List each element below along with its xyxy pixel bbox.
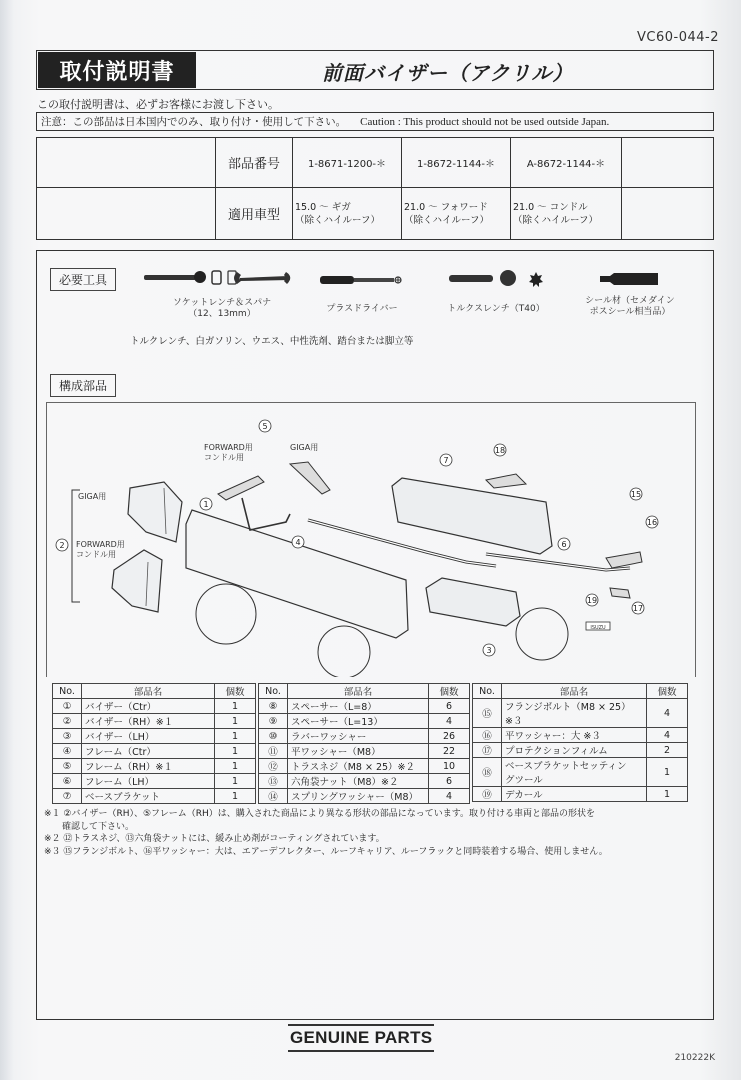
table-row xyxy=(259,744,470,759)
model-3 xyxy=(511,188,622,240)
svg-text:4: 4 xyxy=(295,538,301,547)
socket-wrench-spanner-icon xyxy=(140,266,300,290)
exploded-parts-diagram xyxy=(46,402,696,677)
table-row xyxy=(53,699,256,714)
model-1 xyxy=(293,188,402,240)
part-qty: 1 xyxy=(647,787,688,802)
part-no: ⑰ xyxy=(473,743,502,758)
part-qty: 4 xyxy=(647,699,688,728)
svg-text:15: 15 xyxy=(630,490,642,499)
col-no-header: No. xyxy=(473,684,502,699)
svg-text:18: 18 xyxy=(494,446,506,455)
model-1-name: 15.0 〜 ギガ xyxy=(295,201,351,213)
part-name xyxy=(502,758,647,787)
title-badge: 取付説明書 xyxy=(38,52,196,88)
part-no: ① xyxy=(53,699,82,714)
part-qty: 26 xyxy=(429,729,470,744)
label-forward-condor-frame: FORWARD用 xyxy=(204,443,253,452)
footnote-3: ※３ ⑮フランジボルト、⑯平ワッシャー：大は、エアーデフレクター、ルーフキャリア、ルーフラックと同時装着する場合、使用しません。 xyxy=(44,846,608,857)
tools-note: トルクレンチ、白ガソリン、ウエス、中性洗剤、踏台または脚立等 xyxy=(130,336,414,347)
svg-text:2: 2 xyxy=(59,541,65,550)
table-row xyxy=(473,758,688,787)
part-name: バイザー（Ctr） xyxy=(82,699,215,714)
tool-1-label xyxy=(152,298,292,320)
svg-text:7: 7 xyxy=(443,456,449,465)
model-3-name: 21.0 〜 コンドル xyxy=(513,201,588,213)
table-row xyxy=(259,759,470,774)
part-number-2: 1-8672-1144-＊ xyxy=(402,138,511,188)
table-row xyxy=(259,729,470,744)
genuine-parts-logo: GENUINE PARTS xyxy=(288,1024,434,1052)
model-2-note: （除くハイルーフ） xyxy=(404,214,490,226)
tool-1-sub: （12、13mm） xyxy=(188,309,256,319)
decal-logo-text: ISUZU xyxy=(590,625,606,631)
part-name: ラバーワッシャー xyxy=(288,729,429,744)
part-no: ⑦ xyxy=(53,789,82,804)
part-no: ④ xyxy=(53,744,82,759)
col-qty-header: 個数 xyxy=(215,684,256,699)
part-qty: 4 xyxy=(647,728,688,743)
svg-text:17: 17 xyxy=(632,604,644,613)
svg-text:1: 1 xyxy=(203,500,209,509)
table-row xyxy=(473,728,688,743)
table-row xyxy=(53,744,256,759)
part-name xyxy=(502,699,647,728)
part-name: フレーム（RH）※１ xyxy=(82,759,215,774)
sealant-tube-icon xyxy=(598,268,662,290)
col-qty-header: 個数 xyxy=(429,684,470,699)
tools-heading: 必要工具 xyxy=(50,268,116,291)
tool-4-label xyxy=(572,296,688,318)
model-2 xyxy=(402,188,511,240)
part-name: トラスネジ（M8 × 25）※２ xyxy=(288,759,429,774)
part-no: ⑥ xyxy=(53,774,82,789)
model-1-note: （除くハイルーフ） xyxy=(295,214,381,226)
label-forward-visor: FORWARD用 xyxy=(76,540,125,549)
table-row xyxy=(53,729,256,744)
parts-list-table-2 xyxy=(258,683,470,804)
components-heading: 構成部品 xyxy=(50,374,116,397)
tool-4-name: シール材（セメダイン xyxy=(585,296,675,306)
svg-text:19: 19 xyxy=(586,596,598,605)
part-no: ⑨ xyxy=(259,714,288,729)
part-number-table xyxy=(36,137,714,240)
col-qty-header: 個数 xyxy=(647,684,688,699)
part-no: ⑯ xyxy=(473,728,502,743)
table-row xyxy=(53,714,256,729)
part-qty: 22 xyxy=(429,744,470,759)
table-row xyxy=(473,699,688,728)
blank-cell xyxy=(622,188,714,240)
part-qty: 10 xyxy=(429,759,470,774)
part-no: ⑪ xyxy=(259,744,288,759)
part-no: ⑬ xyxy=(259,774,288,789)
tool-1-name: ソケットレンチ＆スパナ xyxy=(172,298,272,308)
part-no-label: 部品番号 xyxy=(216,138,293,188)
part-number-1: 1-8671-1200-＊ xyxy=(293,138,402,188)
table-row xyxy=(53,759,256,774)
model-3-note: （除くハイルーフ） xyxy=(513,214,599,226)
parts-list-table-1 xyxy=(52,683,256,804)
col-name-header: 部品名 xyxy=(502,684,647,699)
svg-text:5: 5 xyxy=(262,422,268,431)
part-no: ⑩ xyxy=(259,729,288,744)
part-name: スペーサー（L=13） xyxy=(288,714,429,729)
part-qty: 6 xyxy=(429,699,470,714)
svg-text:6: 6 xyxy=(561,540,567,549)
page-title: 前面バイザー（アクリル） xyxy=(322,61,574,85)
part-no: ⑤ xyxy=(53,759,82,774)
part-name: フレーム（LH） xyxy=(82,774,215,789)
document-code: VC60-044-2 xyxy=(637,30,719,45)
blank-cell xyxy=(37,188,216,240)
part-qty: 4 xyxy=(429,714,470,729)
part-no: ⑧ xyxy=(259,699,288,714)
part-name: 平ワッシャー（M8） xyxy=(288,744,429,759)
part-qty: 6 xyxy=(429,774,470,789)
label-giga-visor: GIGA用 xyxy=(78,492,107,501)
notice-text: この取付説明書は、必ずお客様にお渡し下さい。 xyxy=(37,98,279,111)
table-row xyxy=(259,789,470,804)
footnote-2: ※２ ⑫トラスネジ、⑬六角袋ナットには、緩み止め剤がコーティングされています。 xyxy=(44,834,385,844)
footnote-1: ※１ ②バイザー（RH）、⑤フレーム（RH）は、購入された商品により異なる形状の部品になっています。取り付ける車両と部品の形状を xyxy=(44,809,596,819)
svg-text:3: 3 xyxy=(486,646,492,655)
part-no: ⑫ xyxy=(259,759,288,774)
part-name: バイザー（LH） xyxy=(82,729,215,744)
tool-4-sub: ポスシール相当品） xyxy=(589,307,671,317)
part-qty: 1 xyxy=(215,699,256,714)
label-condor-visor: コンドル用 xyxy=(76,550,116,559)
table-row xyxy=(473,787,688,802)
part-name: フレーム（Ctr） xyxy=(82,744,215,759)
model-label: 適用車型 xyxy=(216,188,293,240)
part-no: ⑱ xyxy=(473,758,502,787)
table-row xyxy=(53,789,256,804)
footnote-1-cont: 確認して下さい。 xyxy=(44,821,135,832)
label-giga-frame: GIGA用 xyxy=(290,443,319,452)
blank-cell xyxy=(622,138,714,188)
part-name-line2: ※３ xyxy=(505,716,523,727)
part-name: バイザー（RH）※１ xyxy=(82,714,215,729)
part-qty: 1 xyxy=(215,789,256,804)
footnotes xyxy=(44,808,694,858)
part-name: 平ワッシャー：大 ※３ xyxy=(502,728,647,743)
part-qty: 4 xyxy=(429,789,470,804)
part-number-3: A-8672-1144-＊ xyxy=(511,138,622,188)
part-name-line1: フランジボルト（M8 × 25） xyxy=(505,702,631,713)
blank-cell xyxy=(37,138,216,188)
svg-text:16: 16 xyxy=(646,518,658,527)
table-row xyxy=(259,774,470,789)
part-qty: 1 xyxy=(215,774,256,789)
part-name: ベースブラケット xyxy=(82,789,215,804)
phillips-screwdriver-icon xyxy=(318,270,408,290)
part-qty: 1 xyxy=(215,759,256,774)
part-no: ⑲ xyxy=(473,787,502,802)
part-no: ⑭ xyxy=(259,789,288,804)
part-name: デカール xyxy=(502,787,647,802)
part-name: プロテクションフィルム xyxy=(502,743,647,758)
col-name-header: 部品名 xyxy=(288,684,429,699)
model-2-name: 21.0 〜 フォワード xyxy=(404,201,488,213)
table-row xyxy=(53,774,256,789)
part-qty: 1 xyxy=(215,714,256,729)
part-name: スペーサー（L=8） xyxy=(288,699,429,714)
col-name-header: 部品名 xyxy=(82,684,215,699)
col-no-header: No. xyxy=(259,684,288,699)
part-name: 六角袋ナット（M8）※２ xyxy=(288,774,429,789)
part-qty: 1 xyxy=(215,729,256,744)
part-qty: 1 xyxy=(215,744,256,759)
part-no: ⑮ xyxy=(473,699,502,728)
part-name-line1: ベースブラケットセッティン xyxy=(505,761,627,772)
part-no: ③ xyxy=(53,729,82,744)
part-name: スプリングワッシャー（M8） xyxy=(288,789,429,804)
table-row xyxy=(473,743,688,758)
table-row xyxy=(259,699,470,714)
tool-3-label: トルクスレンチ（T40） xyxy=(447,304,545,314)
part-no: ② xyxy=(53,714,82,729)
part-name-line2: グツール xyxy=(505,775,543,786)
col-no-header: No. xyxy=(53,684,82,699)
parts-list-table-3 xyxy=(472,683,688,802)
part-qty: 2 xyxy=(647,743,688,758)
torx-wrench-icon xyxy=(446,268,546,290)
caution-en: Caution : This product should not be used outside Japan. xyxy=(360,115,610,128)
part-qty: 1 xyxy=(647,758,688,787)
tool-2-label: プラスドライバー xyxy=(326,304,398,314)
caution-box xyxy=(36,112,714,131)
table-row xyxy=(259,714,470,729)
footer-code: 210222K xyxy=(674,1053,715,1063)
caution-jp: 注意：この部品は日本国内でのみ、取り付け・使用して下さい。 xyxy=(41,116,347,128)
label-forward-condor-frame-2: コンドル用 xyxy=(204,453,244,462)
